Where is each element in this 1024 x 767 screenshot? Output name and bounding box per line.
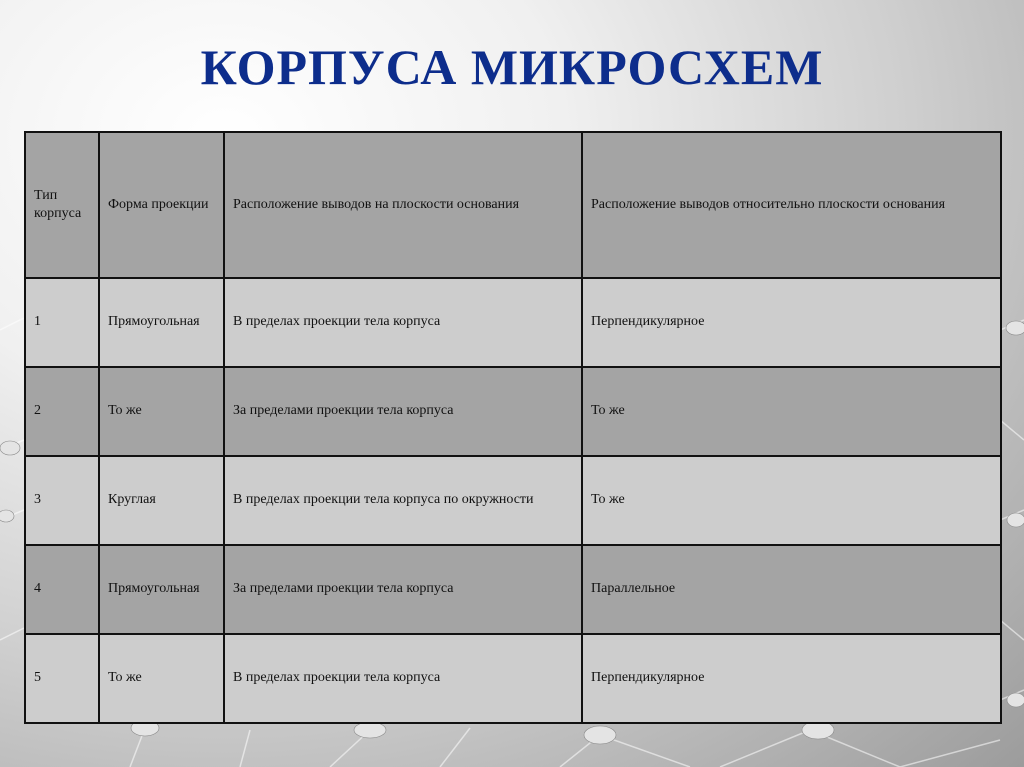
cell-pin-orientation: То же	[582, 456, 1001, 545]
table-row	[25, 278, 1001, 367]
cell-projection-shape: То же	[99, 634, 224, 723]
table-row	[25, 634, 1001, 723]
cell-package-type: 5	[25, 634, 99, 723]
table-row	[25, 545, 1001, 634]
packages-table	[24, 131, 1002, 724]
table-row	[25, 456, 1001, 545]
cell-pin-placement: В пределах проекции тела корпуса	[224, 634, 582, 723]
header-projection-shape: Форма проекции	[99, 132, 224, 278]
page-title: КОРПУСА МИКРОСХЕМ	[200, 39, 824, 95]
packages-table-container	[24, 131, 1002, 724]
cell-projection-shape: Круглая	[99, 456, 224, 545]
cell-pin-orientation: Перпендикулярное	[582, 634, 1001, 723]
header-pin-placement-base: Расположение выводов на плоскости основания	[224, 132, 582, 278]
table-row	[25, 367, 1001, 456]
cell-package-type: 1	[25, 278, 99, 367]
cell-package-type: 4	[25, 545, 99, 634]
cell-pin-placement: В пределах проекции тела корпуса по окружности	[224, 456, 582, 545]
cell-pin-placement: За пределами проекции тела корпуса	[224, 367, 582, 456]
cell-pin-placement: В пределах проекции тела корпуса	[224, 278, 582, 367]
cell-pin-placement: За пределами проекции тела корпуса	[224, 545, 582, 634]
cell-pin-orientation: То же	[582, 367, 1001, 456]
table-header-row	[25, 132, 1001, 278]
header-pin-orientation-base: Расположение выводов относительно плоскости основания	[582, 132, 1001, 278]
cell-projection-shape: Прямоугольная	[99, 545, 224, 634]
cell-package-type: 2	[25, 367, 99, 456]
cell-projection-shape: Прямоугольная	[99, 278, 224, 367]
cell-projection-shape: То же	[99, 367, 224, 456]
cell-pin-orientation: Параллельное	[582, 545, 1001, 634]
header-package-type: Тип корпуса	[25, 132, 99, 278]
cell-pin-orientation: Перпендикулярное	[582, 278, 1001, 367]
cell-package-type: 3	[25, 456, 99, 545]
